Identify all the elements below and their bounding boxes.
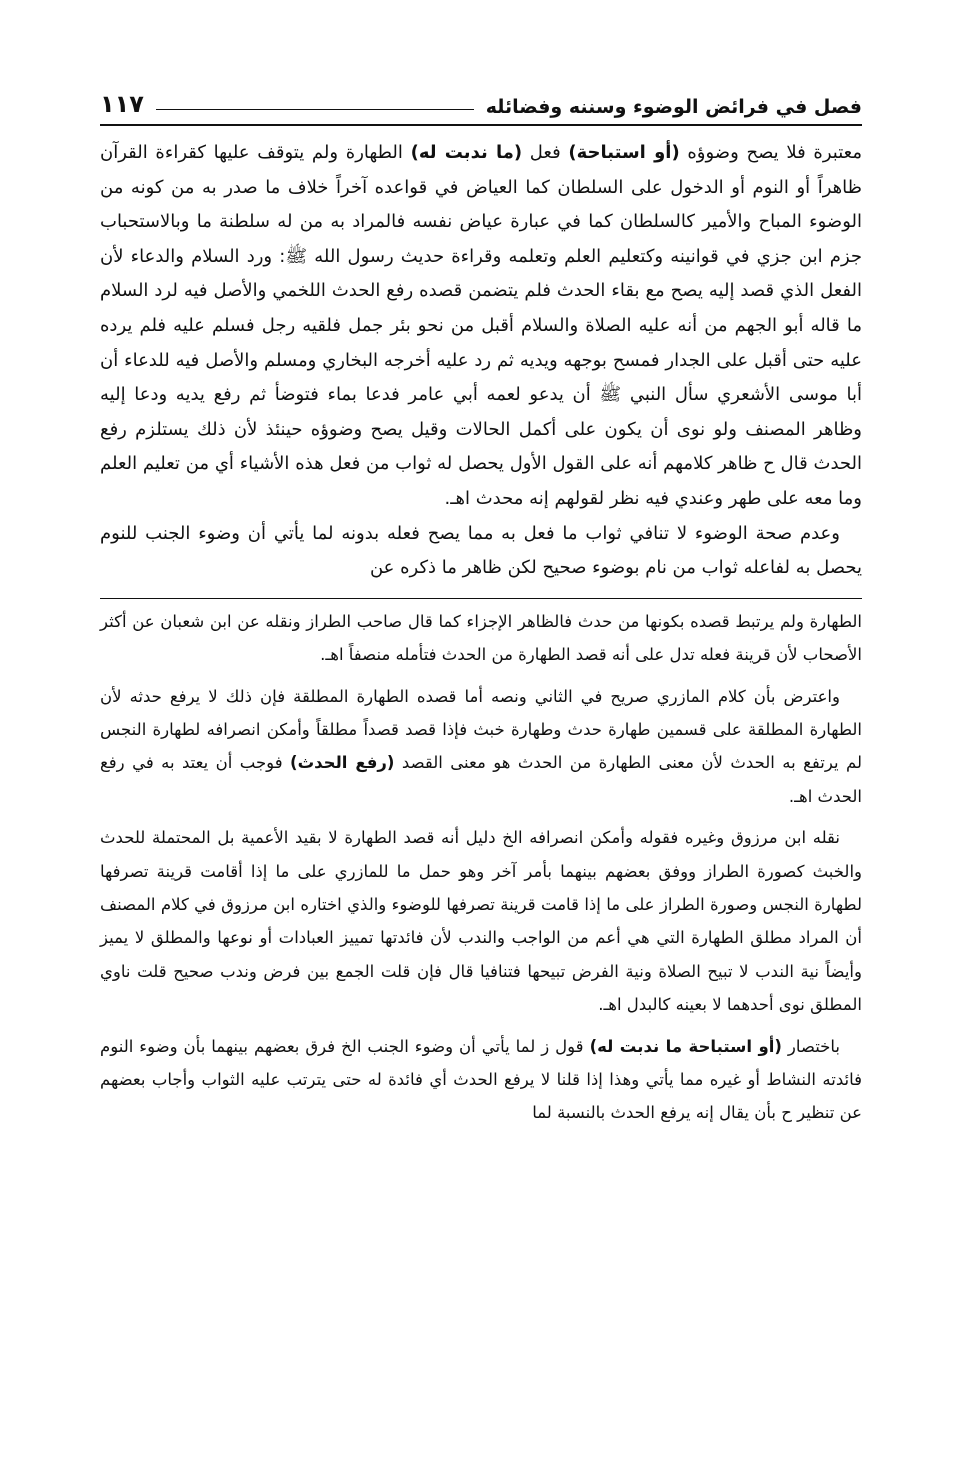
page-number: ١١٧ [100,90,144,118]
footnote-paragraph-2 [100,680,862,814]
bold-term: (أو استباحة ما ندبت له) [589,1036,782,1056]
bold-term: (أو استباحة) [568,142,680,163]
footnote-separator [100,598,862,599]
text-run: الطهارة ولم يتوقف عليها كقراءة القرآن ظاهراً أو النوم أو الدخول على السلطان كما العياض في قواعده آخراً خلاف ما صدر به من كونه من الوضوء المباح والأمير كالسلطان كما في عبارة عياض نفسه فالمراد به من له سلطنة ما وبالاستحباب جزم ابن جزي في قوانينه وكتعليم العلم وتعلمه وقراءة حديث رسول الله ﷺ: ورد السلام والدعاء لأن الفعل الذي قصد إليه يصح مع بقاء الحدث فلم يتضمن قصده رفع الحدث اللخمي والأصل فيه لرد السلام ما قاله أبو الجهم من أنه عليه الصلاة والسلام أقبل من نحو بئر جمل فلقيه رجل فسلم عليه فلم يرده عليه حتى أقبل على الجدار فمسح بوجهه ويديه ثم رد عليه أخرجه البخاري ومسلم والأصل فيه للدعاء أن أبا موسى الأشعري سأل النبي ﷺ أن يدعو لعمه أبي عامر فدعا بماء فتوضأ ثم رفع يديه ودعا إليه وظاهر المصنف ولو نوى أن يكون على أكمل الحالات وقيل يصح وضوؤه حينئذ لأن ذلك يستلزم رفع الحدث قال ح ظاهر كلامهم أنه على القول الأول يحصل له ثواب من فعل هذه الأشياء أي من تعليم العلم وما معه على طهر وعندي فيه نظر لقولهم إنه محدث اهـ. [100,142,862,509]
bold-term: (ما ندبت له) [410,142,523,163]
main-paragraph-1 [100,136,862,517]
main-text [100,136,862,586]
header-underline [100,124,862,126]
main-paragraph-2: وعدم صحة الوضوء لا تنافي ثواب ما فعل به مما يصح فعله بدونه لما يأتي أن وضوء الجنب للنوم يحصل به لفاعله ثواب من نام بوضوء صحيح لكن ظاهر ما ذكره عن [100,522,862,579]
text-run: فوجب أن يعتد به في رفع الحدث اهـ. [100,753,862,806]
text-run: واعترض بأن كلام المازري صريح في الثاني ونصه أما قصده الطهارة المطلقة فإن ذلك لا يرفع حدثه لأن الطهارة المطلقة على قسمين طهارة حدث وطهارة خبث فإذا قصد قصداً مطلقاً وأمكن انصرافه لطهارة النجس لم يرتفع به الحدث لأن معنى الطهارة من الحدث هو معنى القصد [100,686,862,773]
footnote-paragraph-3: نقله ابن مرزوق وغيره فقوله وأمكن انصرافه الخ دليل أنه قصد الطهارة لا بقيد الأعمية بل المحتملة للحدث والخبث كصورة الطراز ووفق بعضهم بينهما بأمر آخر وهو حمل ما للمازري على ما إذا أقامت قرينة تصرفها لطهارة النجس وصورة الطراز على ما إذا قامت قرينة تصرفها للوضوء والذي اختاره ابن مرزوق في كلام المصنف أن المراد مطلق الطهارة التي هي أعم من الواجب والندب لأن فائدتها تمييز العبادات أو نوعها والمطلق لا يميز وأيضاً نية الندب لا تبيح الصلاة ونية الفرض تبيحها فتنافيا قال فإن قلت الجمع بين فرض وندب صحيح قلت ناوي المطلق نوى أحدهما لا بعينه كالبدل اهـ. [100,828,862,1015]
text-run: معتبرة فلا يصح وضوؤه [679,142,862,163]
chapter-title: فصل في فرائض الوضوء وسننه وفضائله [485,96,862,118]
footnote-paragraph-1: الطهارة ولم يرتبط قصده بكونها من حدث فالظاهر الإجزاء كما قال صاحب الطراز ونقله عن ابن شعبان عن أكثر الأصحاب لأن قرينة فعله تدل على أنه قصد الطهارة من الحدث فتأمله منصفاً اهـ. [100,611,862,665]
text-run: قول ز لما يأتي أن وضوء الجنب الخ فرق بعضهم بينهما بأن وضوء النوم فائدته النشاط أو غيره مما يأتي وهذا إذا قلنا لا يرفع الحدث أي فائدة له حتى يترتب عليه الثواب وأجاب بعضهم عن تنظير ح بأن يقال إنه يرفع الحدث بالنسبة لما [100,1036,862,1123]
footnote-paragraph-4 [100,1030,862,1130]
book-page [100,78,862,1138]
running-header [100,78,862,118]
header-rule [156,109,474,110]
bold-term: (رفع الحدث) [290,753,395,773]
footnotes [100,605,862,1130]
text-run: باختصار [781,1036,841,1056]
text-run: فعل [522,142,569,163]
